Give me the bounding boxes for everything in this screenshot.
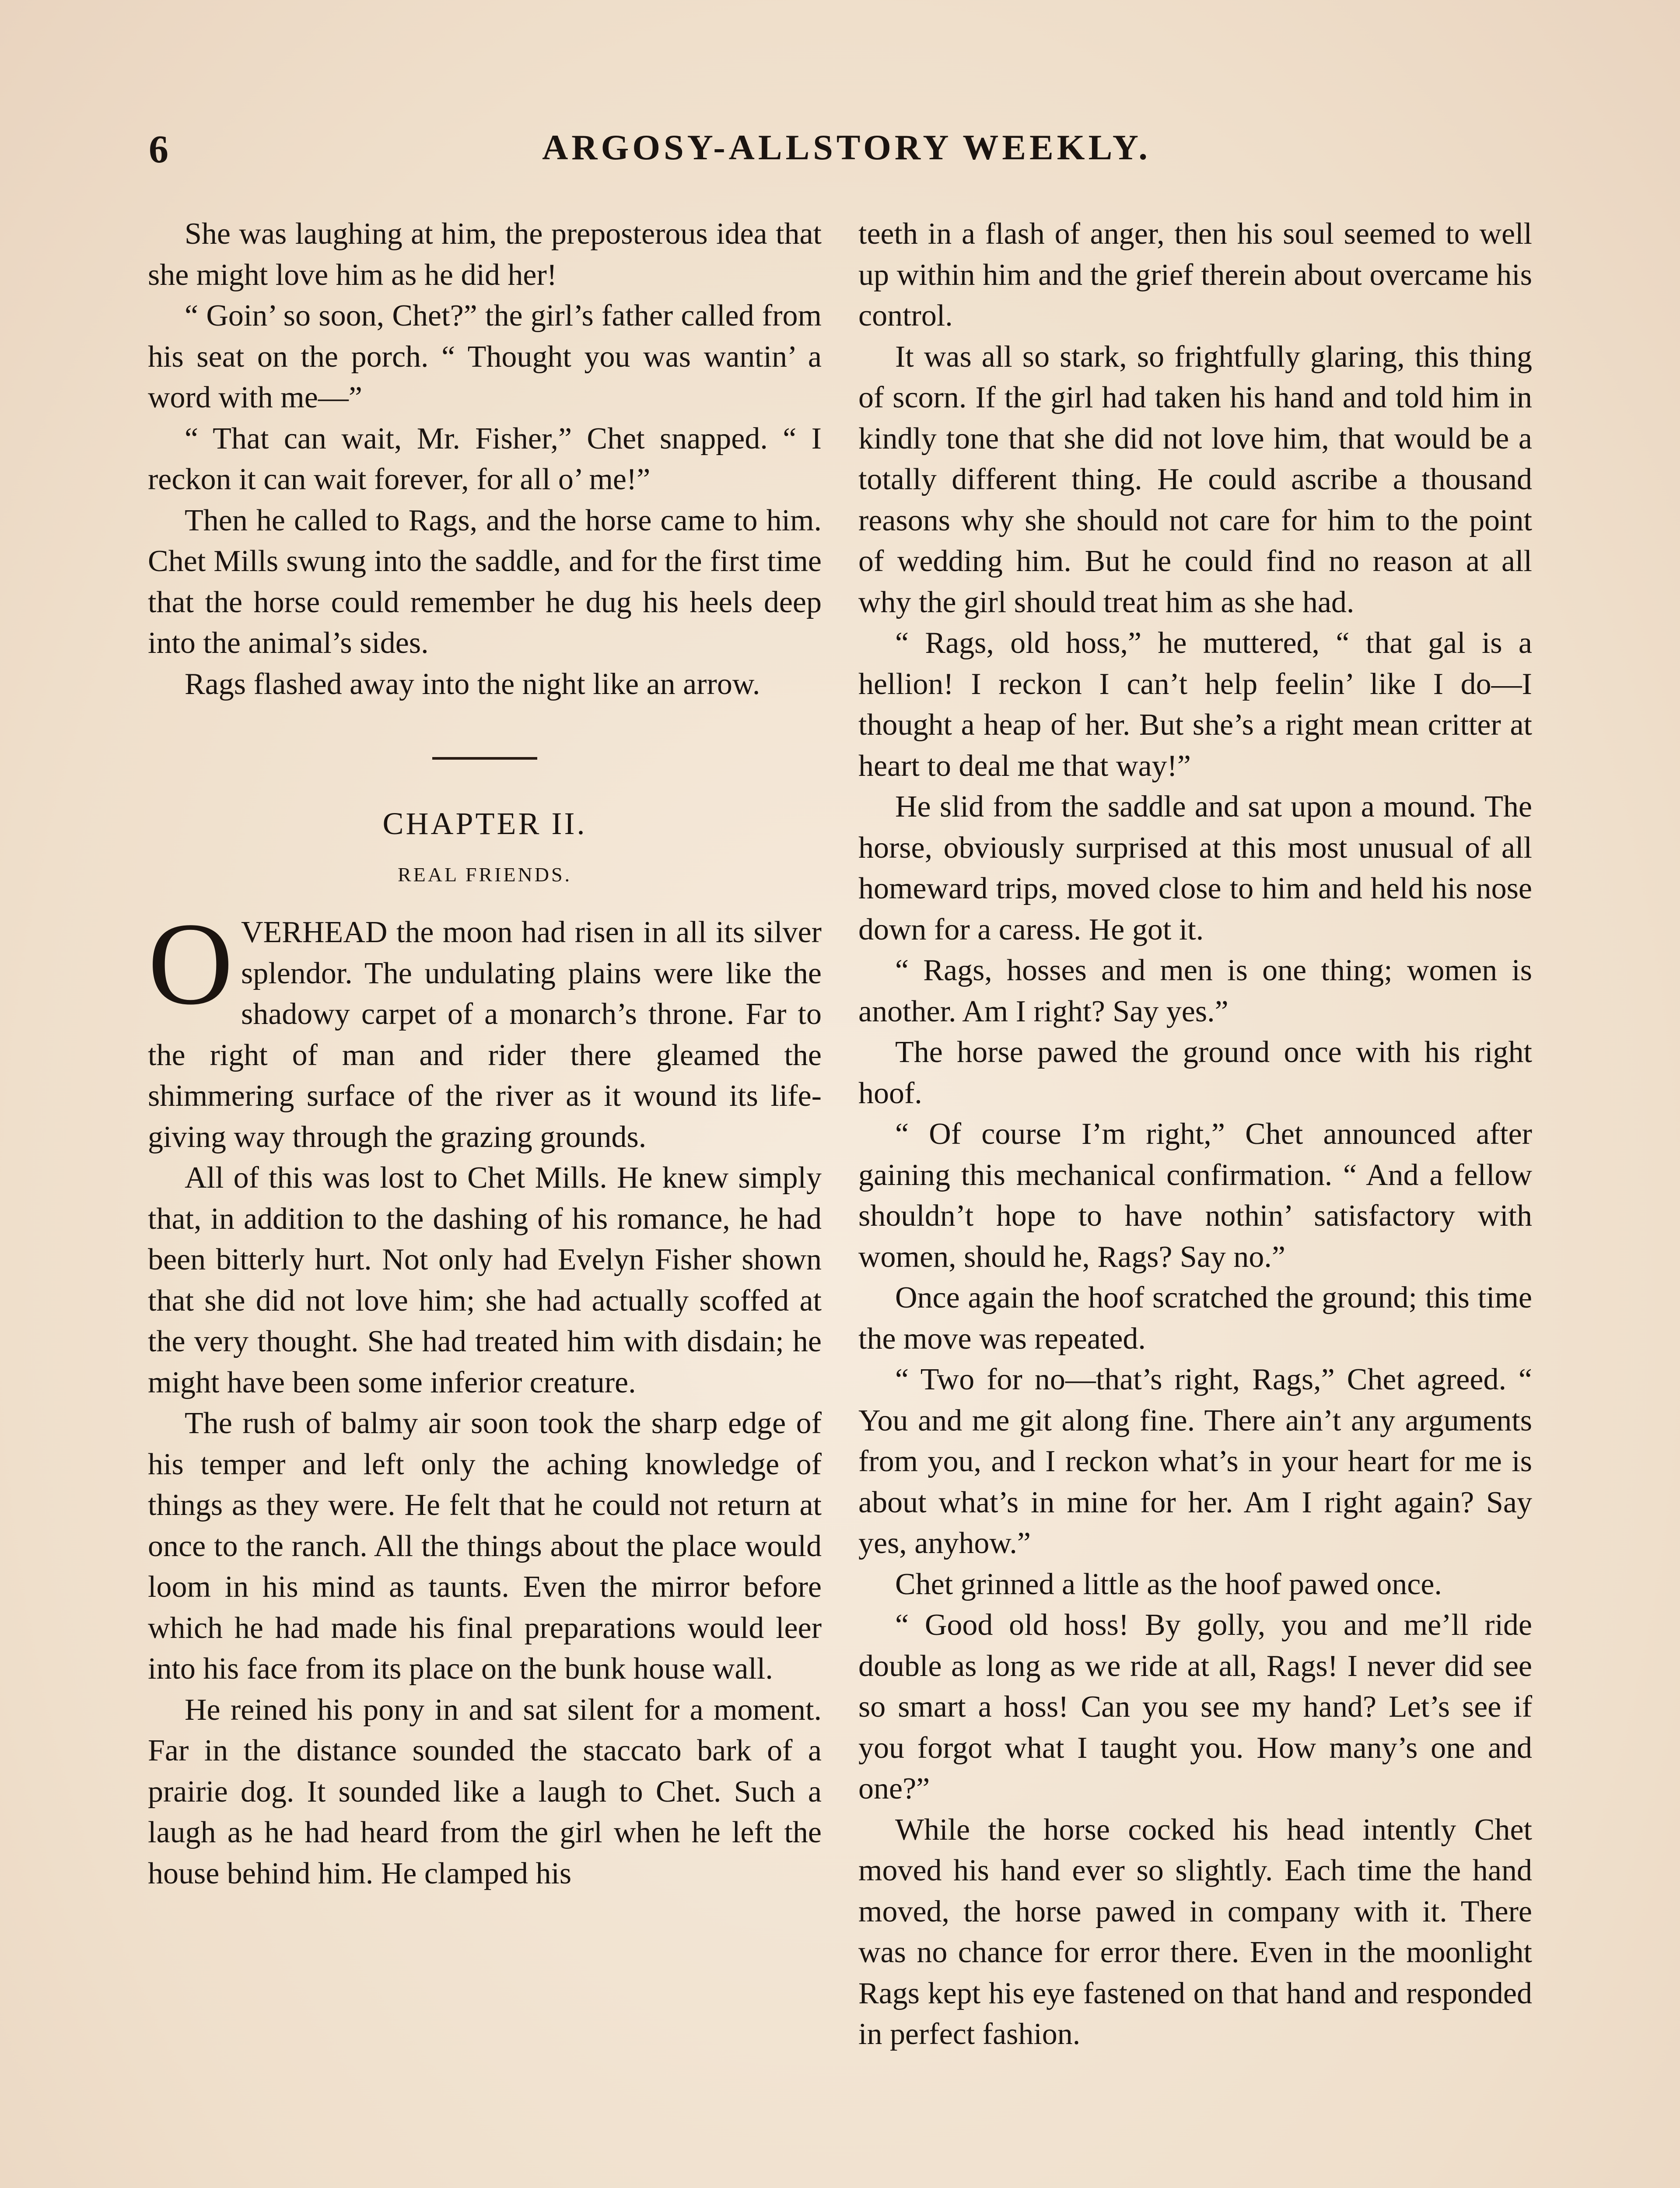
right-column [858, 214, 1532, 2055]
running-header [149, 127, 1544, 179]
paragraph: She was laughing at him, the preposterous idea that she might love him as he did her! [148, 217, 822, 292]
paragraph: While the horse cocked his head intently Chet moved his hand ever so slightly. Each time the hand moved, the horse pawed in company with it. There was no chance for error there. Even in the moonlight Rags kept his eye fastened on that hand and responded in perfect fashion. [858, 1813, 1532, 2051]
page-number: 6 [149, 128, 169, 171]
paragraph: The horse pawed the ground once with his right hoof. [858, 1035, 1532, 1110]
paragraph: He reined his pony in and sat silent for a moment. Far in the distance sounded the staccato bark of a prairie dog. It sounded like a laugh to Chet. Such a laugh as he had heard from the girl when he left the house behind him. He clamped his [148, 1693, 822, 1890]
paragraph: It was all so stark, so frightfully glaring, this thing of scorn. If the girl had taken his hand and told him in kindly tone that she did not love him, that would be a totally different thing. He could ascribe a thousand reasons why she should not care for him to the point of wedding him. But he could find no reason at all why the girl should treat him as she had. [858, 340, 1532, 619]
paragraph: Then he called to Rags, and the horse came to him. Chet Mills swung into the saddle, and for the first time that the horse could remember he dug his heels deep into the animal’s sides. [148, 503, 822, 660]
paragraph: Chet grinned a little as the hoof pawed once. [895, 1567, 1442, 1601]
paragraph: “ Rags, old hoss,” he muttered, “ that gal is a hellion! I reckon I can’t help feelin’ like I do—I thought a heap of her. But she’s a right mean critter at heart to deal me that way!” [858, 626, 1532, 783]
chapter-title: CHAPTER II. [382, 806, 587, 841]
paragraph: “ That can wait, Mr. Fisher,” Chet snapped. “ I reckon it can wait forever, for all o’ me!” [148, 421, 822, 496]
drop-cap: O [148, 898, 233, 1029]
left-column [148, 214, 822, 1894]
chapter-subtitle: REAL FRIENDS. [397, 863, 572, 886]
magazine-title: ARGOSY-ALLSTORY WEEKLY. [542, 127, 1151, 167]
paragraph: “ Two for no—that’s right, Rags,” Chet agreed. “ You and me git along fine. There ain’t any arguments from you, and I reckon what’s in your heart for me is about what’s in mine for her. Am I right again? Say yes, anyhow.” [858, 1363, 1532, 1560]
chapter-opening-text: VERHEAD the moon had risen in all its silver splendor. The undulating plains were like the shadowy carpet of a monarch’s throne. Far to the right of man and rider there gleamed the shimmering surface of the river as it wound its life-giving way through the grazing grounds. [148, 915, 822, 1154]
paragraph: “ Goin’ so soon, Chet?” the girl’s father called from his seat on the porch. “ Thought you was wantin’ a word with me—” [148, 299, 822, 414]
paragraph: “ Rags, hosses and men is one thing; women is another. Am I right? Say yes.” [858, 954, 1532, 1028]
section-divider [432, 757, 537, 760]
chapter-opening-paragraph [148, 898, 822, 1157]
paragraph: The rush of balmy air soon took the sharp edge of his temper and left only the aching knowledge of things as they were. He felt that he could not return at once to the ranch. All the things about the place would loom in his mind as taunts. Even the mirror before which he had made his final preparations would leer into his face from its place on the bunk house wall. [148, 1406, 822, 1686]
continued-paragraph: teeth in a flash of anger, then his soul seemed to well up within him and the grief therein about overcame his control. [858, 217, 1532, 333]
paragraph: All of this was lost to Chet Mills. He knew simply that, in addition to the dashing of his romance, he had been bitterly hurt. Not only had Evelyn Fisher shown that she did not love him; she had actually scoffed at the very thought. She had treated him with disdain; he might have been some inferior creature. [148, 1161, 822, 1399]
paragraph: Once again the hoof scratched the ground; this time the move was repeated. [858, 1281, 1532, 1356]
paragraph: Rags flashed away into the night like an arrow. [185, 667, 760, 701]
paragraph: “ Of course I’m right,” Chet announced after gaining this mechanical confirmation. “ And a fellow shouldn’t hope to have nothin’ satisfactory with women, should he, Rags? Say no.” [858, 1117, 1532, 1274]
paragraph: “ Good old hoss! By golly, you and me’ll ride double as long as we ride at all, Rags! I never did see so smart a hoss! Can you see my hand? Let’s see if you forgot what I taught you. How many’s one and one?” [858, 1608, 1532, 1806]
paragraph: He slid from the saddle and sat upon a mound. The horse, obviously surprised at this most unusual of all homeward trips, moved close to him and held his nose down for a caress. He got it. [858, 790, 1532, 947]
